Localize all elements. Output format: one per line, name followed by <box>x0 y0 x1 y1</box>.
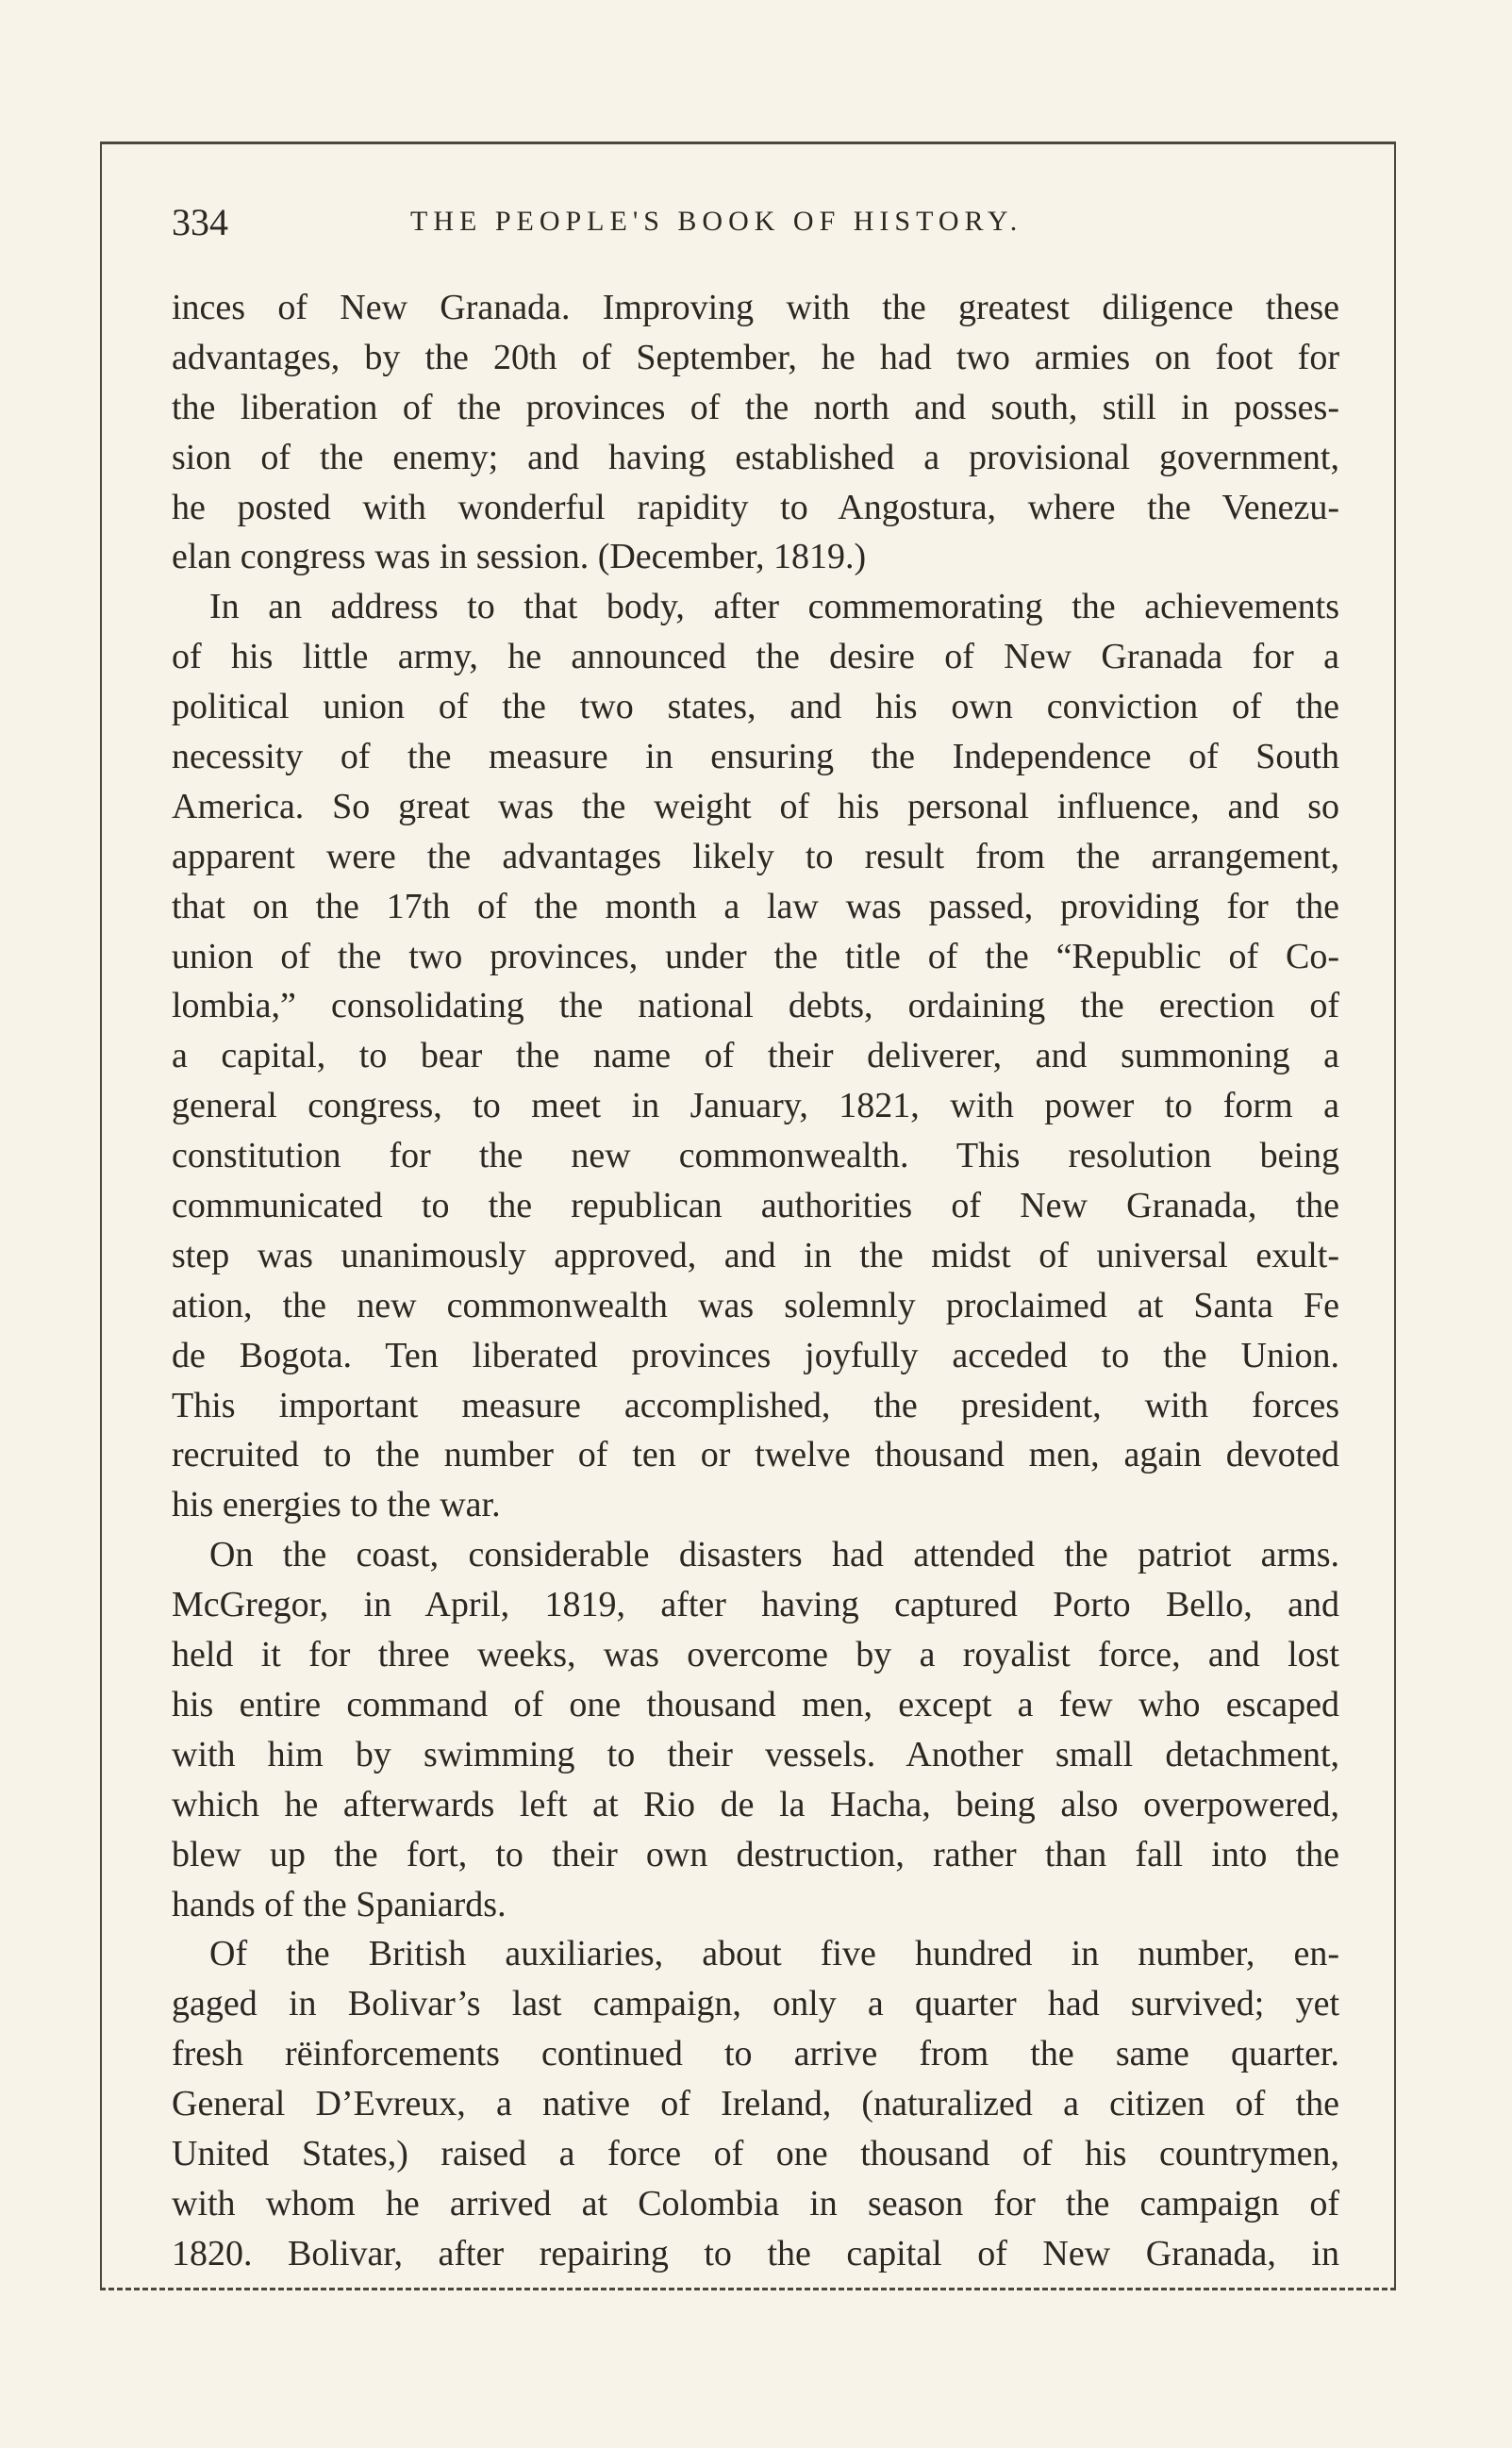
text-line: blew up the fort, to their own destruction, rather than fall into the <box>172 1834 1339 1874</box>
text-line: with whom he arrived at Colombia in season for the campaign of <box>172 2183 1339 2223</box>
text-line: ation, the new commonwealth was solemnly proclaimed at Santa Fe <box>172 1285 1339 1325</box>
text-line: General D’Evreux, a native of Ireland, (naturalized a citizen of the <box>172 2084 1339 2124</box>
text-line: In an address to that body, after commemorating the achievements <box>209 587 1339 627</box>
text-line: Of the British auxiliaries, about five hundred in number, en- <box>209 1934 1339 1974</box>
text-line: with him by swimming to their vessels. Another small detachment, <box>172 1734 1339 1774</box>
text-line: of his little army, he announced the desire of New Granada for a <box>172 637 1339 677</box>
text-line: constitution for the new commonwealth. This resolution being <box>172 1136 1339 1176</box>
text-line: which he afterwards left at Rio de la Hacha, being also overpowered, <box>172 1784 1339 1824</box>
text-line: elan congress was in session. (December, 1819.) <box>172 537 867 577</box>
text-line: gaged in Bolivar’s last campaign, only a quarter had survived; yet <box>172 1984 1339 2024</box>
text-line: his entire command of one thousand men, except a few who escaped <box>172 1684 1339 1724</box>
text-line: On the coast, considerable disasters had attended the patriot arms. <box>209 1535 1339 1575</box>
text-line: recruited to the number of ten or twelve thousand men, again devoted <box>172 1435 1339 1475</box>
text-line: apparent were the advantages likely to result from the arrangement, <box>172 836 1339 876</box>
text-line: lombia,” consolidating the national debts, ordaining the erection of <box>172 986 1339 1026</box>
text-line: a capital, to bear the name of their deliverer, and summoning a <box>172 1036 1339 1076</box>
text-line: United States,) raised a force of one thousand of his countrymen, <box>172 2133 1339 2173</box>
text-line: step was unanimously approved, and in the midst of universal exult- <box>172 1235 1339 1275</box>
text-line: sion of the enemy; and having established a provisional government, <box>172 437 1339 477</box>
text-line: America. So great was the weight of his personal influence, and so <box>172 786 1339 826</box>
text-line: the liberation of the provinces of the north and south, still in posses- <box>172 387 1339 427</box>
text-line: advantages, by the 20th of September, he had two armies on foot for <box>172 337 1339 377</box>
page-number: 334 <box>172 201 228 243</box>
text-line: de Bogota. Ten liberated provinces joyfully acceded to the Union. <box>172 1335 1339 1375</box>
running-header <box>170 200 1339 247</box>
text-line: communicated to the republican authorities of New Granada, the <box>172 1186 1339 1226</box>
running-title: THE PEOPLE'S BOOK OF HISTORY. <box>410 206 1023 237</box>
body-text <box>172 283 1339 2279</box>
text-line: political union of the two states, and his own conviction of the <box>172 687 1339 727</box>
text-line: inces of New Granada. Improving with the greatest diligence these <box>172 288 1339 327</box>
text-line: he posted with wonderful rapidity to Angostura, where the Venezu- <box>172 487 1339 527</box>
text-line: necessity of the measure in ensuring the Independence of South <box>172 737 1339 777</box>
text-line: union of the two provinces, under the title of the “Republic of Co- <box>172 936 1339 976</box>
text-line: general congress, to meet in January, 1821, with power to form a <box>172 1086 1339 1126</box>
text-line: McGregor, in April, 1819, after having captured Porto Bello, and <box>172 1585 1339 1625</box>
text-line: fresh rëinforcements continued to arrive from the same quarter. <box>172 2034 1339 2074</box>
text-line: that on the 17th of the month a law was passed, providing for the <box>172 886 1339 926</box>
text-line: 1820. Bolivar, after repairing to the capital of New Granada, in <box>172 2233 1339 2273</box>
text-line: hands of the Spaniards. <box>172 1884 507 1924</box>
text-line: held it for three weeks, was overcome by a royalist force, and lost <box>172 1635 1339 1675</box>
text-line: This important measure accomplished, the president, with forces <box>172 1385 1339 1425</box>
text-line: his energies to the war. <box>172 1485 501 1525</box>
